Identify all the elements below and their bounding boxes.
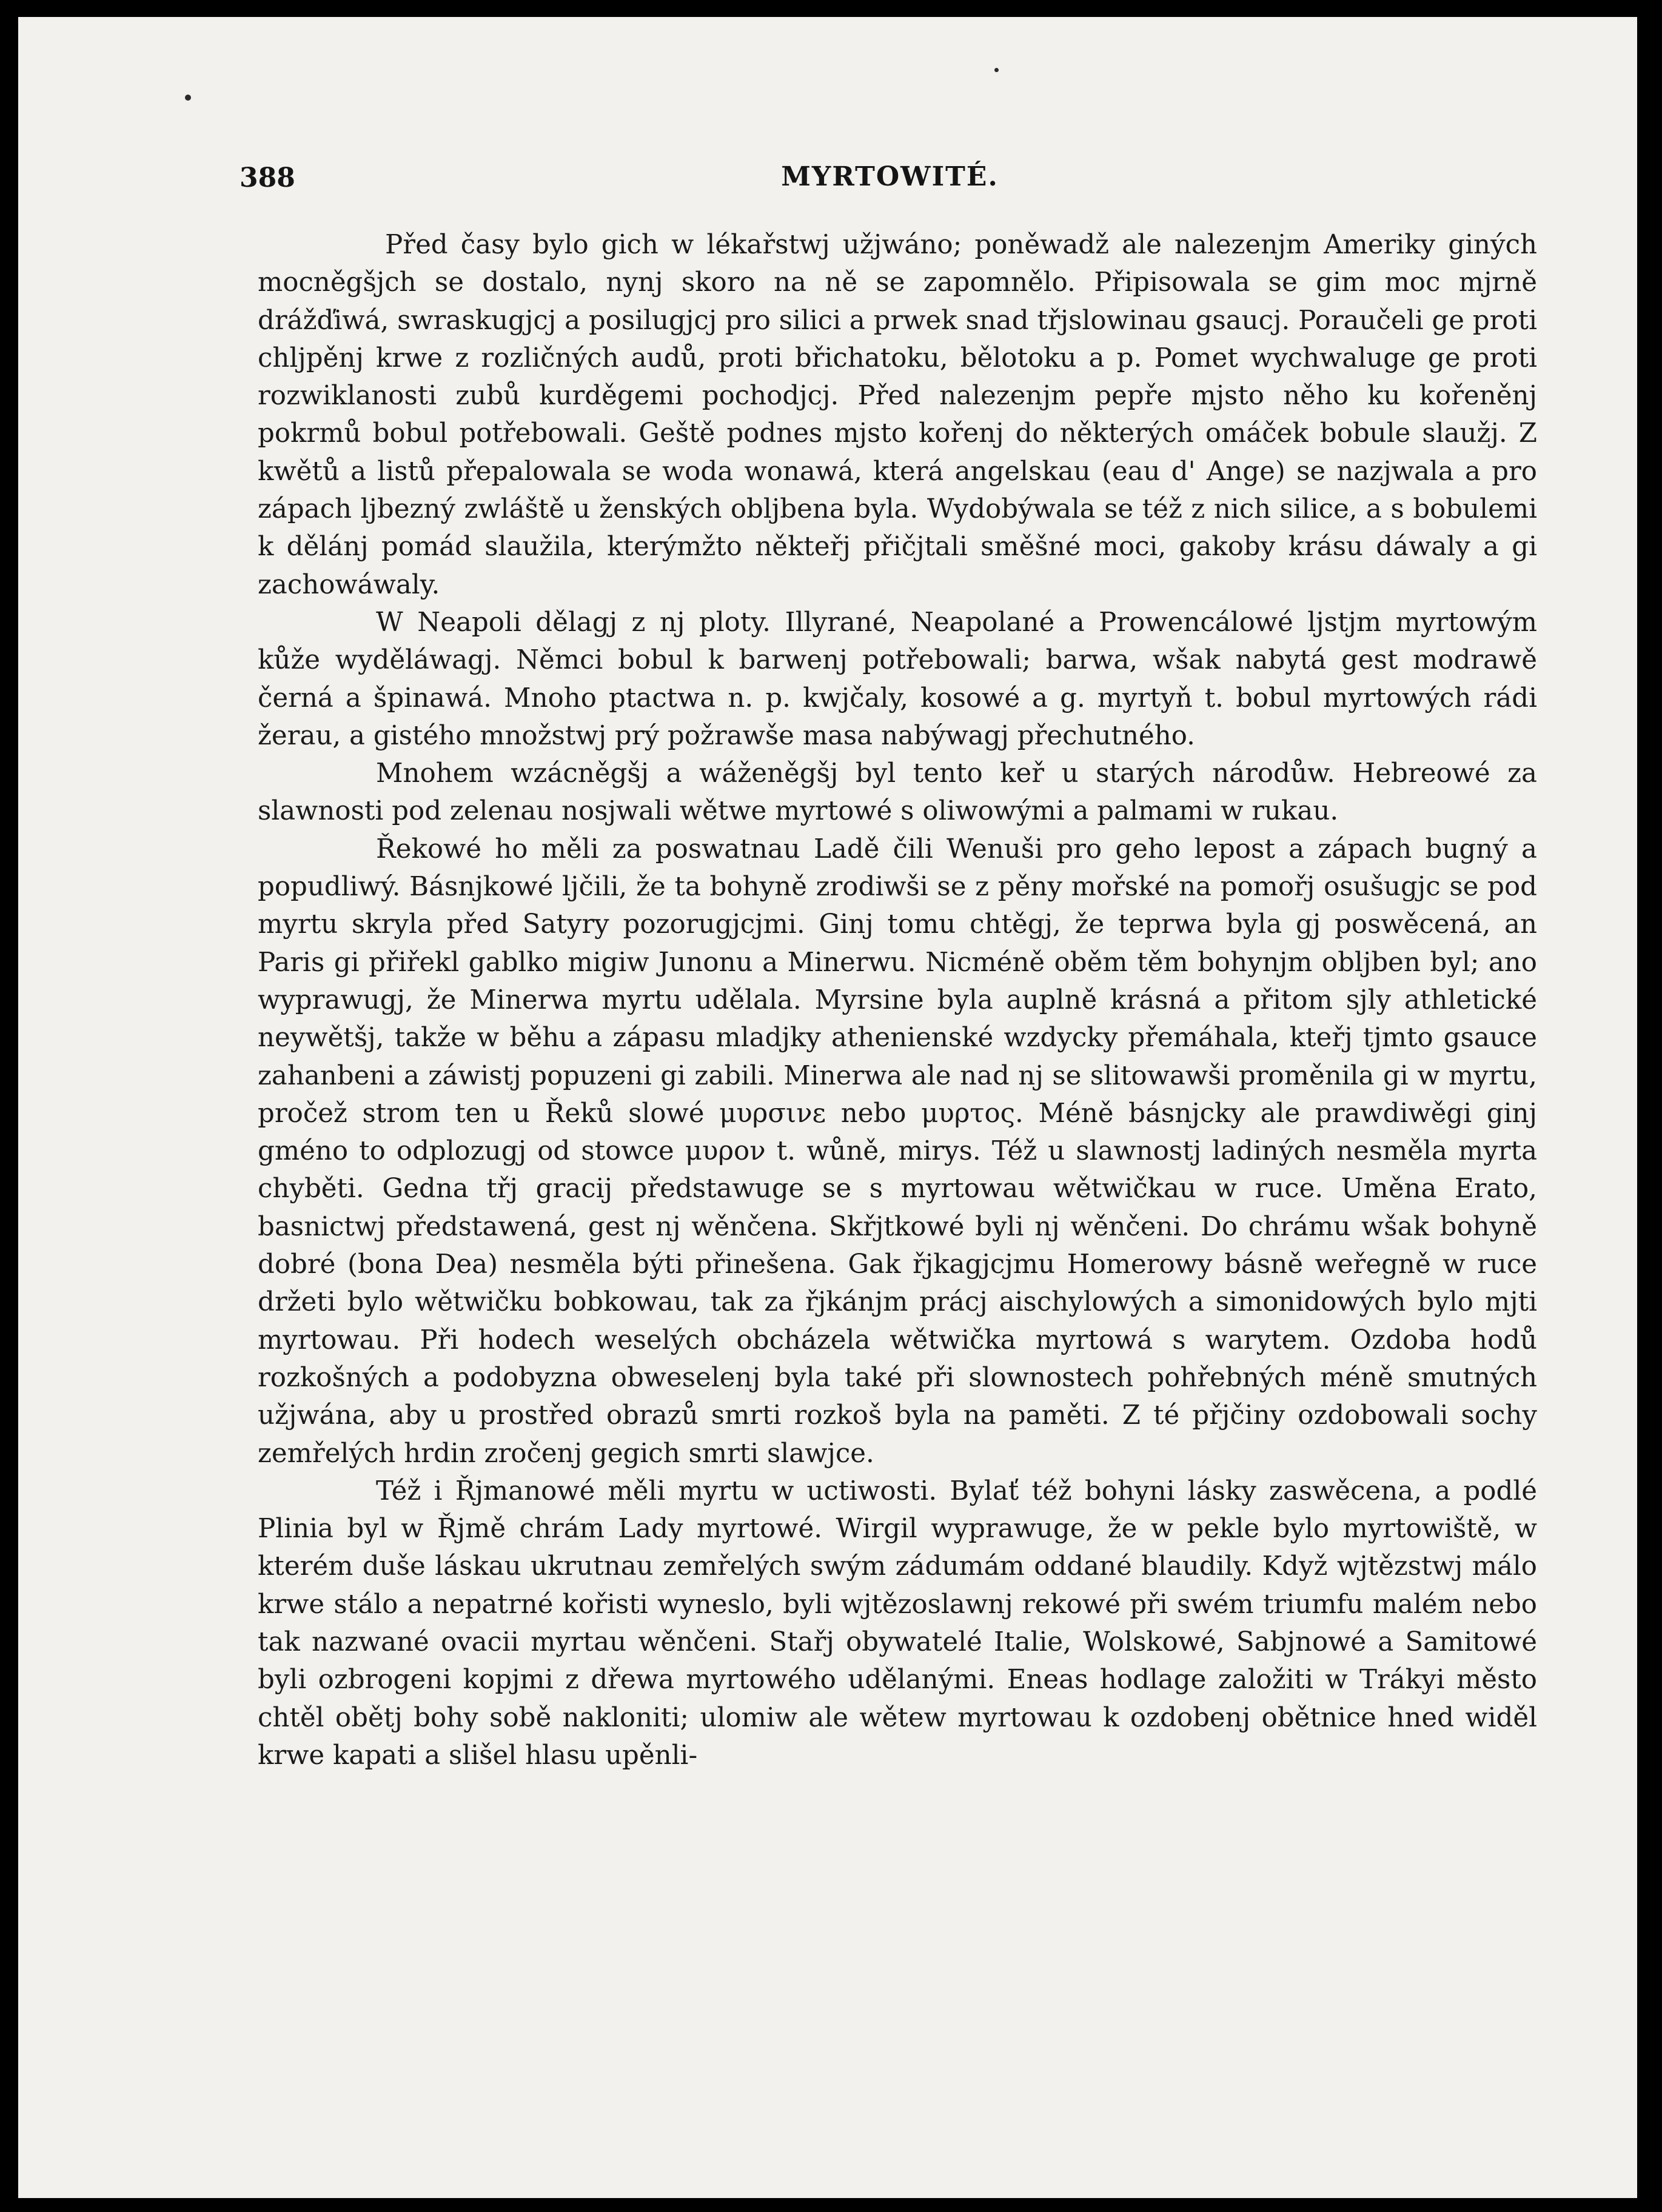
running-title: MYRTOWITÉ.: [781, 161, 999, 192]
page-header: [240, 156, 1540, 211]
paragraph: Před časy bylo gich w lékařstwj užjwáno; poněwadž ale nalezenjm Ameriky giných mocněgšjch se dostalo, nynj skoro na ně se zapomnělo. Připisowala se gim moc mjrně drážďiwá, swraskugjcj a posilugjcj pro silici a prwek snad třjslowinau gsaucj. Poraučeli ge proti chljpěnj krwe z rozličných audů, proti břichatoku, bělotoku a p. Pomet wychwaluge ge proti rozwiklanosti zubů kurděgemi pochodjcj. Před nalezenjm pepře mjsto něho ku kořeněnj pokrmů bobul potřebowali. Geště podnes mjsto kořenj do některých omáček bobule slaužj. Z kwětů a listů přepalowala se woda wonawá, která angelskau (eau d' Ange) se nazjwala a pro zápach ljbezný zwláště u ženských obljbena byla. Wydobýwala se též z nich silice, a s bobulemi k dělánj pomád slaužila, kterýmžto někteřj přičjtali směšné moci, gakoby krásu dáwaly a gi zachowáwaly.: [258, 230, 1537, 600]
body-text: [258, 226, 1537, 1814]
paragraph: W Neapoli dělagj z nj ploty. Illyrané, Neapolané a Prowencálowé ljstjm myrtowým kůže wyděláwagj. Němci bobul k barwenj potřebowali; barwa, wšak nabytá gest modrawě černá a špinawá. Mnoho ptactwa n. p. kwjčaly, kosowé a g. myrtyň t. bobul myrtowých rádi žerau, a gistého množstwj prý požrawše masa nabýwagj přechutného.: [258, 607, 1537, 751]
paragraph: Řekowé ho měli za poswatnau Ladě čili Wenuši pro geho lepost a zápach bugný a popudliwý. Básnjkowé ljčili, že ta bohyně zrodiwši se z pěny mořské na pomořj osušugjc se pod myrtu skryla před Satyry pozorugjcjmi. Ginj tomu chtěgj, že teprwa byla gj poswěcená, an Paris gi přiřekl gablko migiw Junonu a Minerwu. Nicméně oběm těm bohynjm obljben byl; ano wyprawugj, že Minerwa myrtu udělala. Myrsine byla auplně krásná a přitom sjly athletické neywětšj, takže w běhu a zápasu mladjky athenienské wzdycky přemáhala, kteřj tjmto gsauce zahanbeni a záwistj popuzeni gi zabili. Minerwa ale nad nj se slitowawši proměnila gi w myrtu, pročež strom ten u Řeků slowé μυρσινε nebo μυρτος. Méně básnjcky ale prawdiwěgi ginj gméno to odplozugj od stowce μυρον t. wůně, mirys. Též u slawnostj ladiných nesměla myrta chyběti. Gedna třj gracij předstawuge se s myrtowau wětwičkau w ruce. Uměna Erato, basnictwj předstawená, gest nj wěnčena. Skřjtkowé byli nj wěnčeni. Do chrámu wšak bohyně dobré (bona Dea) nesměla býti přinešena. Gak řjkagjcjmu Homerowy básně weřegně w ruce držeti bylo wětwičku bobkowau, tak za řjkánjm prácj aischylowých a simonidowých bylo mjti myrtowau. Při hodech weselých obcházela wětwička myrtowá s warytem. Ozdoba hodů rozkošných a podobyzna obweselenj byla také při slownostech pohřebných méně smutných užjwána, aby u prostřed obrazů smrti rozkoš byla na paměti. Z té přjčiny ozdobowali sochy zemřelých hrdin zročenj gegich smrti slawjce.: [258, 834, 1537, 1469]
paragraph: Mnohem wzácněgšj a wáženěgšj byl tento keř u starých národůw. Hebreowé za slawnosti pod zelenau nosjwali wětwe myrtowé s oliwowými a palmami w rukau.: [258, 758, 1537, 827]
ink-speck: [994, 68, 999, 72]
ink-speck: [185, 95, 191, 101]
book-page: [18, 17, 1637, 2198]
paragraph: Též i Řjmanowé měli myrtu w uctiwosti. Bylať též bohyni lásky zaswěcena, a podlé Plinia byl w Řjmě chrám Lady myrtowé. Wirgil wyprawuge, že w pekle bylo myrtowiště, w kterém duše láskau ukrutnau zemřelých swým zádumám oddané blaudily. Když wjtězstwj málo krwe stálo a nepatrné kořisti wyneslo, byli wjtězoslawnj rekowé při swém triumfu malém nebo tak nazwané ovacii myrtau wěnčeni. Stařj obywatelé Italie, Wolskowé, Sabjnowé a Samitowé byli ozbrogeni kopjmi z dřewa myrtowého udělanými. Eneas hodlage založiti w Trákyi město chtěl obětj bohy sobě nakloniti; ulomiw ale wětew myrtowau k ozdobenj obětnice hned widěl krwe kapati a slišel hlasu upěnli-: [258, 1475, 1537, 1771]
page-number: 388: [240, 162, 295, 193]
